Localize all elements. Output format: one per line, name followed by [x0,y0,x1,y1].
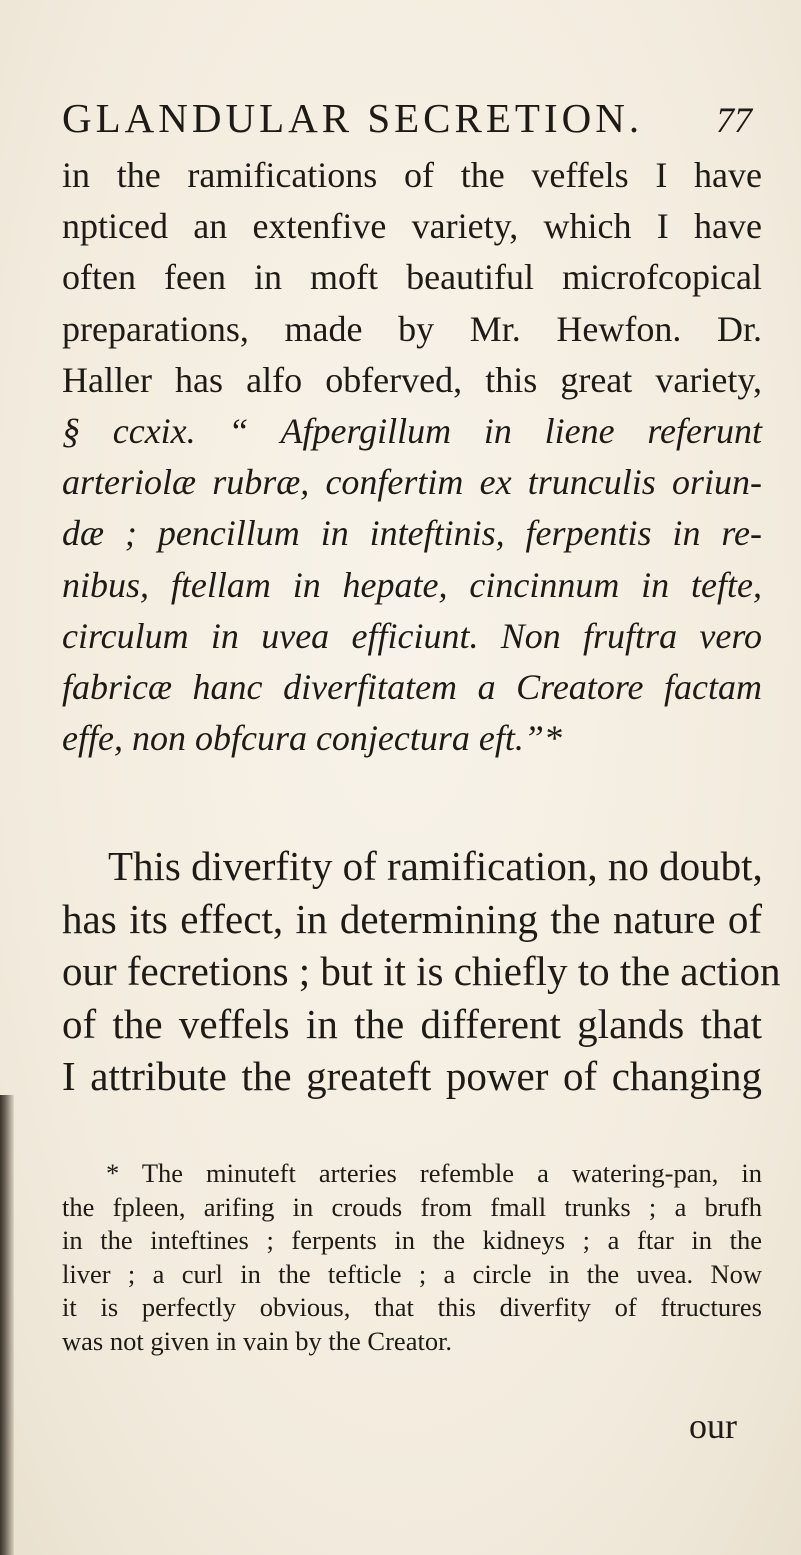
running-title: GLANDULAR SECRETION. [62,95,644,141]
text-line: circulum in uvea efficiunt. Non fruftra vero [62,615,762,656]
text-line: arteriolæ rubræ, confertim ex trunculis oriun- [62,462,762,503]
footnote-line: * The minuteft arteries refemble a watering-pan, in [106,1158,762,1188]
footnote-line: in the inteftines ; ferpents in the kidneys ; a ftar in the [62,1225,762,1255]
text-line: our fecretions ; but it is chiefly to the action [62,948,781,994]
paragraph-1 [62,150,762,764]
footnote-line: the fpleen, arifing in crouds from fmall trunks ; a brufh [62,1191,762,1222]
text-line: effe, non obfcura conjectura eft.”* [62,718,562,759]
text-line: dæ ; pencillum in inteftinis, ferpentis in re- [62,513,762,554]
text-line: of the veffels in the different glands that [62,1000,762,1047]
footnote-line: was not given in vain by the Creator. [62,1325,453,1356]
text-line: I attribute the greateft power of changing [62,1053,762,1099]
text-line: nibus, ftellam in hepate, cincinnum in tefte, [62,564,762,605]
footnote [62,1157,762,1358]
text-line: Haller has alfo obferved, this great variety, [62,359,762,400]
catchword: our [689,1406,737,1446]
text-line: often feen in moft beautiful microfcopical [62,257,762,298]
page-number: 77 [716,100,752,140]
text-line: in the ramifications of the veffels I have [62,155,762,195]
binding-gutter-shadow [0,1095,14,1555]
text-line: preparations, made by Mr. Hewfon. Dr. [62,308,762,349]
paragraph-2 [62,840,781,1103]
text-line: fabricæ hanc diverfitatem a Creatore factam [62,667,762,708]
footnote-line: liver ; a curl in the tefticle ; a circle in the uvea. Now [62,1258,762,1289]
text-line: npticed an extenfive variety, which I have [62,206,762,247]
footnote-line: it is perfectly obvious, that this diverfity of ftructures [62,1292,762,1322]
text-line: has its effect, in determining the nature of [62,895,762,942]
running-head [62,88,752,148]
text-line: § ccxix. “ Afpergillum in liene referunt [62,411,762,452]
text-line: This diverfity of ramification, no doubt, [108,843,763,889]
